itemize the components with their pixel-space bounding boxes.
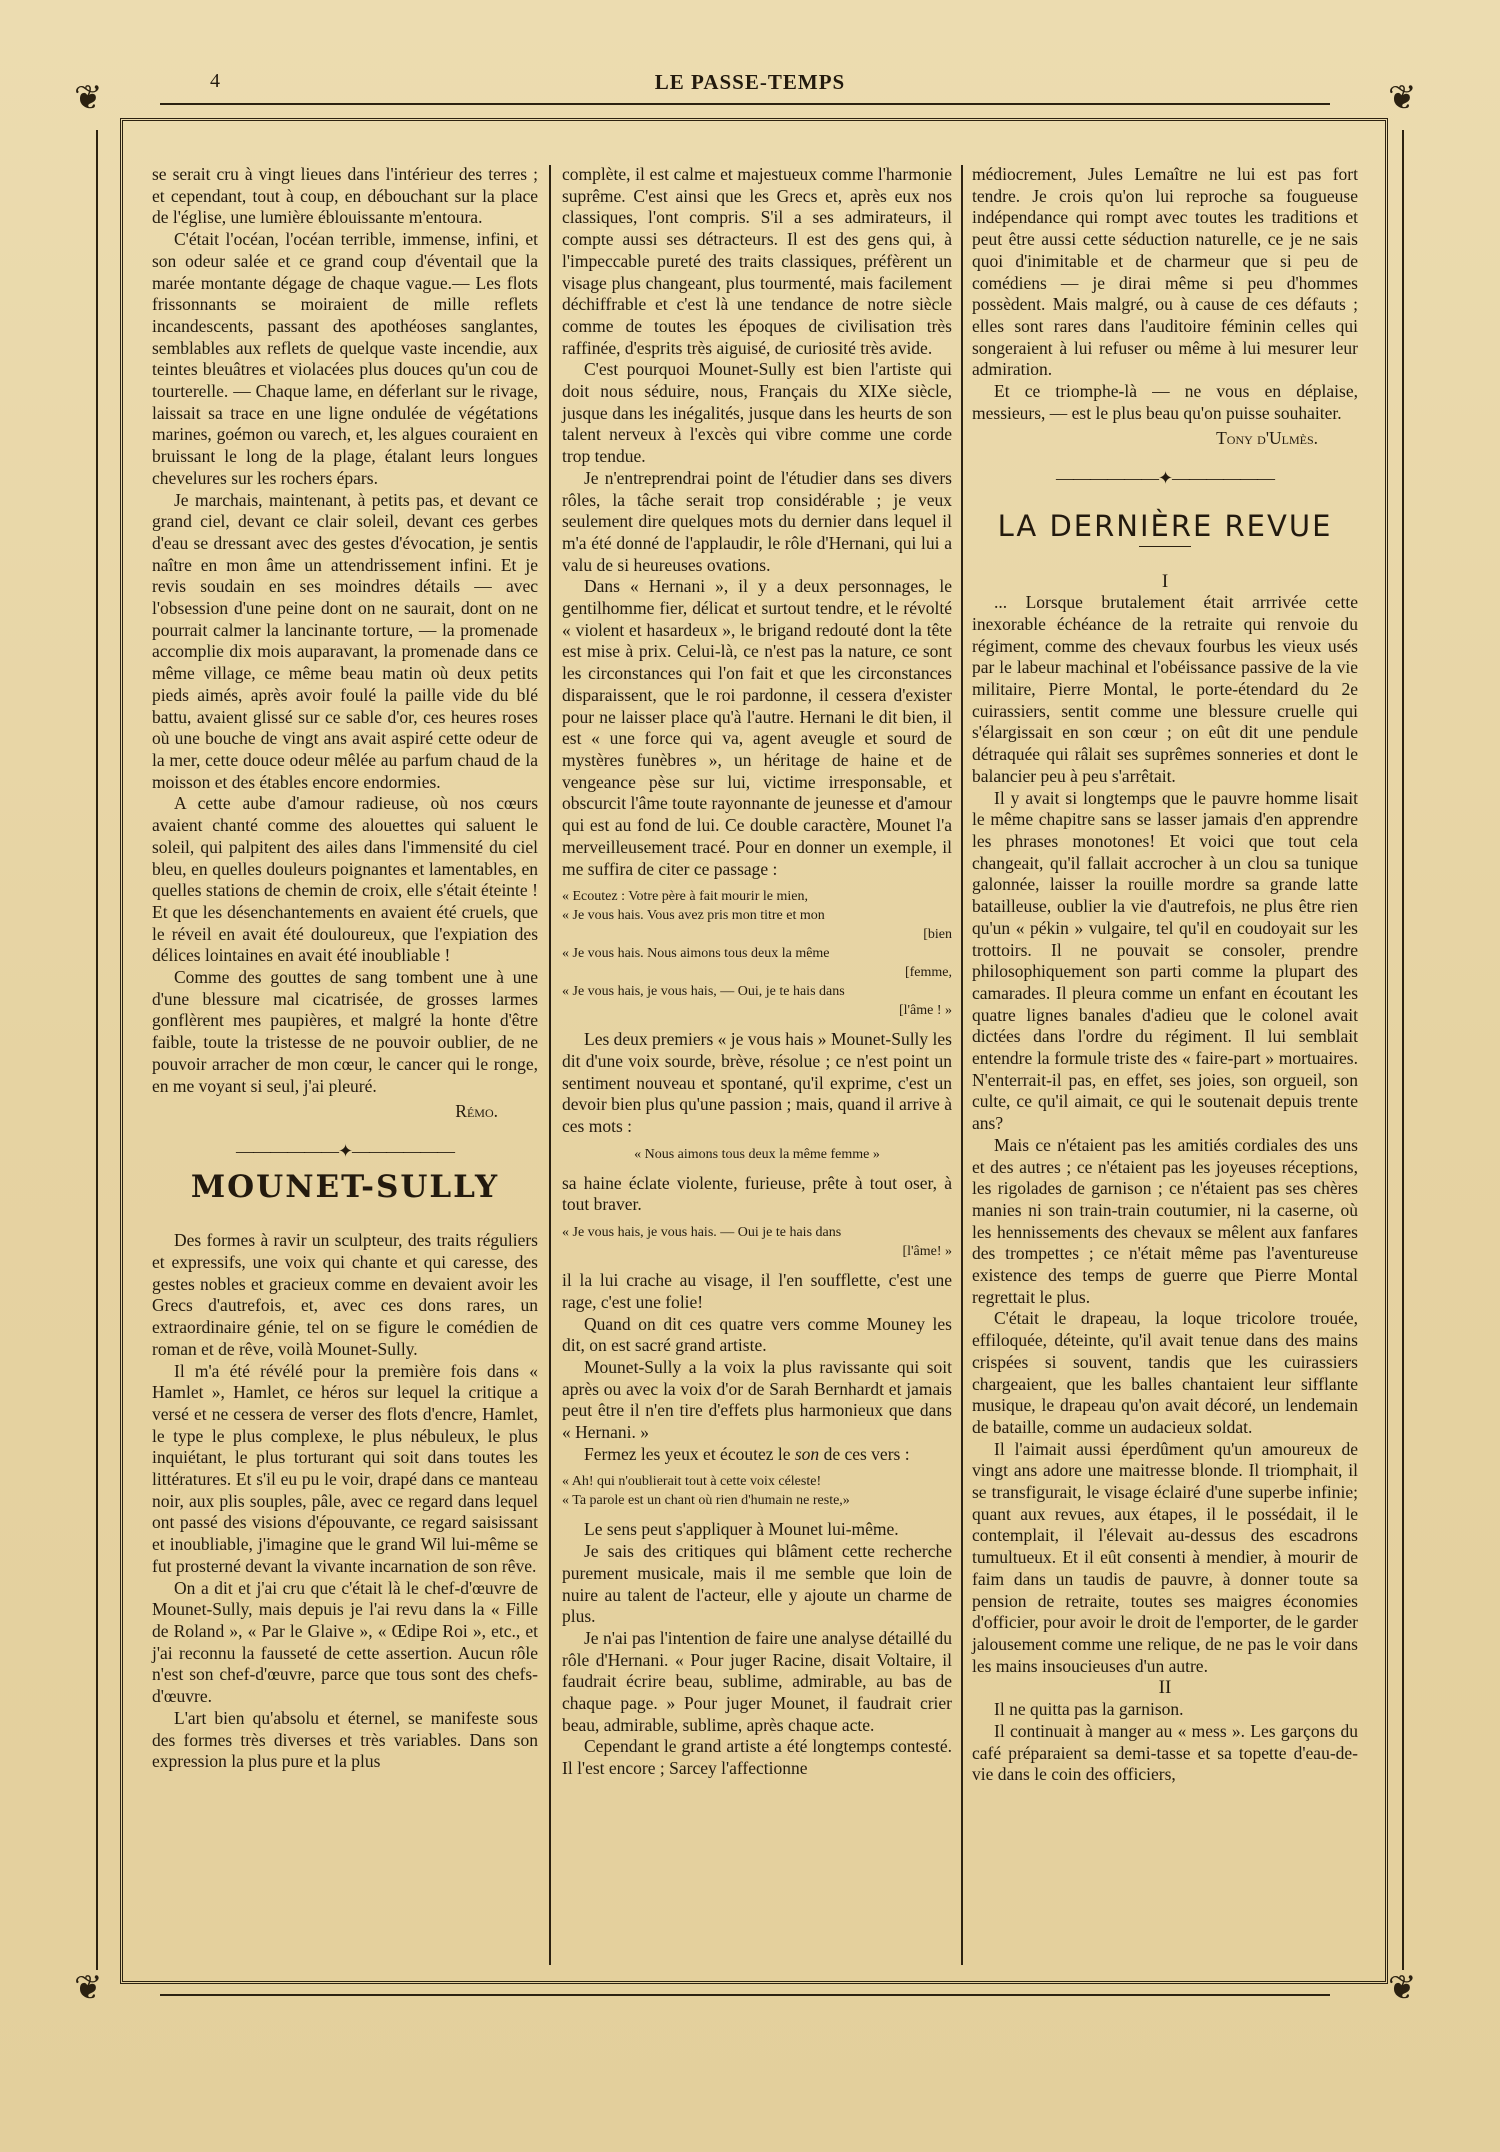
paragraph: Des formes à ravir un sculpteur, des traits réguliers et expressifs, une voix qui chante et qui caresse, des gestes nobles et gracieux comme en devaient avoir les Grecs d'autrefois, et, avec ces dons rares, un extraordinaire génie, tel on se figure le comédien de roman et de rêve, voilà Mounet-Sully.	[152, 1230, 538, 1359]
verse-line: « Ah! qui n'oublierait tout à cette voix céleste!	[562, 1474, 822, 1490]
paragraph: Dans « Hernani », il y a deux personnages, le gentilhomme fier, délicat et surtout tendre, et le révolté « violent et hasardeux », le brigand redouté dont la tête est mise à prix. Celui-là, ce n'est pas la nature, ce sont les circonstances qui l'on fait et que les circonstances disparaissent, que le roi pardonne, il cessera d'exister pour ne laisser place qu'à l'autre. Hernani le dit bien, il est « une force qui va, agent aveugle et sourd de mystères funèbres », un héritage de haine et de vengeance pèse sur lui, victime irresponsable, et obscurcit l'âme toute rayonnante de jeunesse et d'amour qui est au fond de lui. Ce double caractère, Mounet l'a merveilleusement tracé. Pour en donner un exemple, il me suffira de citer ce passage :	[562, 576, 952, 879]
verse-quote	[562, 1224, 952, 1260]
column-divider-1	[549, 165, 551, 1965]
paragraph: Mounet-Sully a la voix la plus ravissante qui soit après ou avec la voix d'or de Sarah Bernhardt et jamais peut être il n'en tire d'effets plus harmonieux que dans « Hernani. »	[562, 1356, 952, 1443]
paragraph: On a dit et j'ai cru que c'était là le chef-d'œuvre de Mounet-Sully, mais depuis je l'ai revu dans la « Fille de Roland », « Par le Glaive », « Œdipe Roi », etc., et j'ai reconnu la fausseté de cette assertion. Aucun rôle n'est son chef-d'œuvre, parce que tous sont des chefs-d'œuvre.	[152, 1577, 538, 1707]
article-heading: MOUNET-SULLY	[190, 1168, 500, 1205]
paragraph: Je marchais, maintenant, à petits pas, et devant ce grand ciel, devant ce clair soleil, devant ces gerbes d'eau se dressant avec des gestes d'évocation, je sentis naître en mon âme un attendrissement infini. Et je revis soudain en ses moindres détails — avec l'obsession d'une peine dont on ne saurait, dont on ne pourrait calmer la lancinante torture, — la promenade accomplie dix mois auparavant, la promenade dans ce même village, ce même beau matin où deux petits pieds aimés, après avoir foulé la paille vide du blé battu, avaient glissé sur ce sable d'or, ces heures roses où une bouche de vingt ans avait aspiré cette odeur de la mer, cette douce odeur mêlée au parfum chaud de la moisson et des étables encore endormies.	[152, 489, 538, 792]
verse-line-continuation: [l'âme ! »	[898, 1003, 952, 1019]
paragraph: Quand on dit ces quatre vers comme Mouney les dit, on est sacré grand artiste.	[562, 1313, 952, 1356]
section-number: II	[1158, 1677, 1172, 1699]
paragraph: Et ce triomphe-là — ne vous en déplaise, messieurs, — est le plus beau qu'on puisse souhaiter.	[972, 381, 1358, 423]
paragraph: Il ne quitta pas la garnison.	[994, 1699, 1184, 1720]
article-heading: LA DERNIÈRE REVUE	[997, 508, 1333, 543]
paragraph: Mais ce n'étaient pas les amitiés cordiales des uns et des autres ; ce n'étaient pas les joyeuses réceptions, les rigolades de garnison ; ce n'étaient pas ses chères manies ni son train-train coutumier, ni la caserne, où les hennissements des chevaux se mêlent aux fanfares des trompettes ; ce n'était même pas l'aventureuse existence des temps de guerre que Pierre Montal regrettait le plus.	[972, 1134, 1358, 1307]
paragraph: complète, il est calme et majestueux comme l'harmonie suprême. C'est ainsi que les Grecs et, après eux nos classiques, l'ont compris. S'il a ses admirateurs, il compte aussi ses détracteurs. Il est des gens qui, à l'impeccable pureté des traits classiques, préfèrent un visage plus changeant, plus tourmenté, mais facilement déchiffrable et c'est là une tendance de notre siècle comme de toutes les époques de civilisation très raffinée, d'esprits très aiguisé, de curiosité très avide.	[562, 164, 952, 358]
section-separator: ——————✦——————	[235, 1140, 455, 1161]
paragraph: se serait cru à vingt lieues dans l'intérieur des terres ; et cependant, tout à coup, en débouchant sur la place de l'église, une lumière éblouissante m'entoura.	[152, 164, 538, 228]
column-1	[152, 164, 538, 1773]
verse-line: « Ecoutez : Votre père à fait mourir le mien,	[562, 889, 808, 905]
verse-line: « Je vous hais. Nous aimons tous deux la même	[562, 946, 830, 962]
column-divider-2	[961, 165, 963, 1965]
verse-quote	[562, 1146, 952, 1163]
verse-line-continuation: [femme,	[904, 965, 952, 981]
newspaper-title: LE PASSE-TEMPS	[654, 70, 846, 94]
paragraph: Il y avait si longtemps que le pauvre homme lisait le même chapitre sans se lasser jamais d'en apprendre les phrases monotones! Et voici que tout cela changeait, qu'il fallait accrocher à un clou sa tunique galonnée, laisser la rouille mordre sa grande latte batailleuse, oublier la vie d'autrefois, ne plus être rien qu'un « pékin » vulgaire, tel qu'il en coudoyait sur les trottoirs. Il ne pouvait se consoler, prendre philosophiquement son parti comme la plupart des camarades. Il pleura comme un enfant en écoutant les quatre lignes banales d'adieu que le colonel avait dictées dans l'ordre du régiment. Il lui semblait entendre la formule triste des « faire-part » mortuaires. N'enterrait-il pas, en effet, ses joies, son orgueil, son culte, ce qu'il aimait, ce qui le soutenait depuis trente ans?	[972, 787, 1358, 1134]
verse-line-continuation: [bien	[923, 927, 952, 943]
verse-quote	[562, 1473, 952, 1509]
paragraph	[562, 1444, 952, 1466]
text-run: de ces vers :	[819, 1443, 910, 1464]
emphasis: son	[794, 1443, 820, 1464]
verse-line: « Ta parole est un chant où rien d'humain ne reste,»	[562, 1493, 850, 1509]
paragraph: A cette aube d'amour radieuse, où nos cœurs avaient chanté comme des alouettes qui saluent le soleil, qui palpitent des ailes dans l'immensité du ciel bleu, en quelles douleurs poignantes et lamentables, en quelles stations de chemin de croix, elle s'était éteinte ! Et que les désenchantements en avaient été cruels, que le réveil en avait été douloureux, que l'expiation des délices lointaines en avait été inoubliable !	[152, 793, 538, 966]
author-signature: Tony d'Ulmès.	[1216, 428, 1318, 449]
column-3	[972, 164, 1358, 1786]
paragraph: C'est pourquoi Mounet-Sully est bien l'artiste qui doit nous séduire, nous, Français du XIXe siècle, jusque dans les inégalités, jusque dans les heurts de son talent nerveux à l'excès qui vibre comme une corde trop tendue.	[562, 359, 952, 467]
paragraph: il la lui crache au visage, il l'en soufflette, c'est une rage, c'est une folie!	[562, 1270, 952, 1312]
paragraph: C'était le drapeau, la loque tricolore trouée, effiloquée, déteinte, qu'il avait tenue dans des mains crispées si souvent, tandis que les cuirassiers chargeaient, que les balles chantaient leur sifflante musique, le drapeau qu'on avait décoré, un lendemain de bataille, comme un audacieux soldat.	[972, 1308, 1358, 1437]
paragraph: Je sais des critiques qui blâment cette recherche purement musicale, mais il me semble que loin de nuire au talent de l'acteur, elle y ajoute un charme de plus.	[562, 1541, 952, 1627]
header-rule	[160, 103, 1330, 105]
corner-ornament-bottom-right: ❦	[1388, 1970, 1417, 2007]
paragraph: Comme des gouttes de sang tombent une à une d'une blessure mal cicatrisée, de grosses larmes gonflèrent mes paupières, et malgré la honte d'être faible, toute la tristesse de ne pouvoir oublier, de ne pouvoir arracher de mon cœur, le cancer qui le ronge, en me voyant si seul, j'ai pleuré.	[152, 967, 538, 1096]
corner-ornament-bottom-left: ❦	[74, 1970, 103, 2007]
verse-line: « Je vous hais, je vous hais. — Oui je te hais dans	[562, 1225, 842, 1241]
paragraph: Je n'entreprendrai point de l'étudier dans ses divers rôles, la tâche serait trop considérable ; je veux seulement dire quelques mots du dernier dans lequel il m'a été donné de l'applaudir, le rôle d'Hernani, qui lui a valu de si heureuses ovations.	[562, 467, 952, 575]
text-run: Fermez les yeux et écoutez le	[584, 1443, 795, 1464]
paragraph: Il l'aimait aussi éperdûment qu'un amoureux de vingt ans adore une maitresse blonde. Il triomphait, il se transfigurait, le visage éclairé d'une superbe infinie; quant aux revues, aux étapes, il le possédait, il le contemplait, il l'élevait au-dessus des escadrons tumultueux. Et il eût consenti à mendier, à mourir de faim dans un taudis de pauvre, à donner toute sa pension de retraite, toutes ses maigres économies d'officier, pour avoir le droit de l'emporter, de le garder jalousement comme une relique, de ne pas le voir dans les mains insoucieuses d'un autre.	[972, 1438, 1358, 1676]
paragraph: Il continuait à manger au « mess ». Les garçons du café préparaient sa demi-tasse et sa topette d'eau-de-vie dans le coin des officiers,	[972, 1720, 1358, 1785]
paragraph: ... Lorsque brutalement était arrrivée cette inexorable échéance de la retraite qui renvoie du régiment, comme des chevaux fourbus les vieux usés par le labeur machinal et l'obéissance passive de la vie militaire, Pierre Montal, le porte-étendard du 2e cuirassiers, sentit comme une blessure cruelle qui s'élargissait en son cœur ; on eût dit une pendule détraquée qui râlait ses suprêmes sonneries et dont le balancier peu à peu s'arrêtait.	[972, 592, 1358, 786]
section-separator: ——————✦——————	[1055, 468, 1275, 489]
heading-underline	[1139, 546, 1191, 547]
left-border-rule	[96, 130, 98, 1970]
paragraph: C'était l'océan, l'océan terrible, immense, infini, et son odeur salée et ce grand coup d'éventail que la marée montante dégage de chaque vague.— Les flots frissonnants se moiraient de mille reflets incandescents, passant des apothéoses sanglantes, semblables aux reflets de quelque vaste incendie, aux teintes bleuâtres et violacées plus douces qu'un cou de tourterelle. — Chaque lame, en déferlant sur le rivage, laissait sa trace en une ligne ondulée de végétations marines, goémon ou varech, et, les algues couraient en bruissant le long de la plage, étalant leurs longues chevelures sur les rochers épars.	[152, 229, 538, 488]
verse-line: « Je vous hais. Vous avez pris mon titre et mon	[562, 908, 825, 924]
right-border-rule	[1402, 130, 1404, 1970]
column-2	[562, 164, 952, 1780]
paragraph: Les deux premiers « je vous hais » Mounet-Sully les dit d'une voix sourde, brève, résolue ; ce n'est point un sentiment nouveau et spontané, qu'il exprime, c'est un devoir bien plus qu'une passion ; mais, quand il arrive à ces mots :	[562, 1029, 952, 1137]
verse-line-continuation: [l'âme! »	[902, 1244, 952, 1260]
corner-ornament-top-right: ❦	[1388, 80, 1417, 117]
verse-line: « Je vous hais, je vous hais, — Oui, je te hais dans	[562, 984, 845, 1000]
paragraph: sa haine éclate violente, furieuse, prête à tout oser, à tout braver.	[562, 1172, 952, 1215]
paragraph: Il m'a été révélé pour la première fois dans « Hamlet », Hamlet, ce héros sur lequel la critique a versé et ne cessera de verser des flots d'encre, Hamlet, le type le plus complexe, le plus nébuleux, le plus inquiétant, le plus torturant qui soit dans toutes les littératures. Et s'il eu pu le voir, drapé dans ce manteau noir, aux plis souples, pâle, avec ce regard dans lequel ont passé des visions d'épouvante, ce regard saisissant et inoubliable, j'imagine que le grand Wil lui-même se fut prosterné devant la vivante incarnation de son rêve.	[152, 1360, 538, 1576]
section-number: I	[1161, 570, 1169, 592]
paragraph: Cependant le grand artiste a été longtemps contesté. Il l'est encore ; Sarcey l'affectionne	[562, 1736, 952, 1779]
paragraph: Le sens peut s'appliquer à Mounet lui-même.	[584, 1519, 899, 1540]
paragraph: Je n'ai pas l'intention de faire une analyse détaillé du rôle d'Hernani. « Pour juger Racine, disait Voltaire, il faudrait écrire beau, sublime, admirable, au bas de chaque page. » Pour juger Mounet, il faudrait crier beau, admirable, sublime, après chaque acte.	[562, 1627, 952, 1735]
paragraph: médiocrement, Jules Lemaître ne lui est pas fort tendre. Je crois qu'on lui reproche sa fougueuse indépendance qui rompt avec toutes les traditions et peut être aussi cette séduction naturelle, ce je ne sais quoi d'inimitable et de charmeur que si peu de comédiens — je dirai même si peu d'hommes possèdent. Mais malgré, ou à cause de ces défauts ; elles sont rares dans l'auditoire féminin celles qui songeraient à lui refuser ou même à lui mesurer leur admiration.	[972, 164, 1358, 380]
author-signature: Rémo.	[455, 1101, 498, 1122]
corner-ornament-top-left: ❦	[74, 80, 103, 117]
verse-quote	[562, 888, 952, 1019]
verse-line: « Nous aimons tous deux la même femme »	[634, 1146, 880, 1162]
page-number: 4	[210, 70, 220, 92]
footer-rule	[160, 1994, 1330, 1996]
paragraph: L'art bien qu'absolu et éternel, se manifeste sous des formes très diverses et très variables. Dans son expression la plus pure et la plus	[152, 1707, 538, 1772]
